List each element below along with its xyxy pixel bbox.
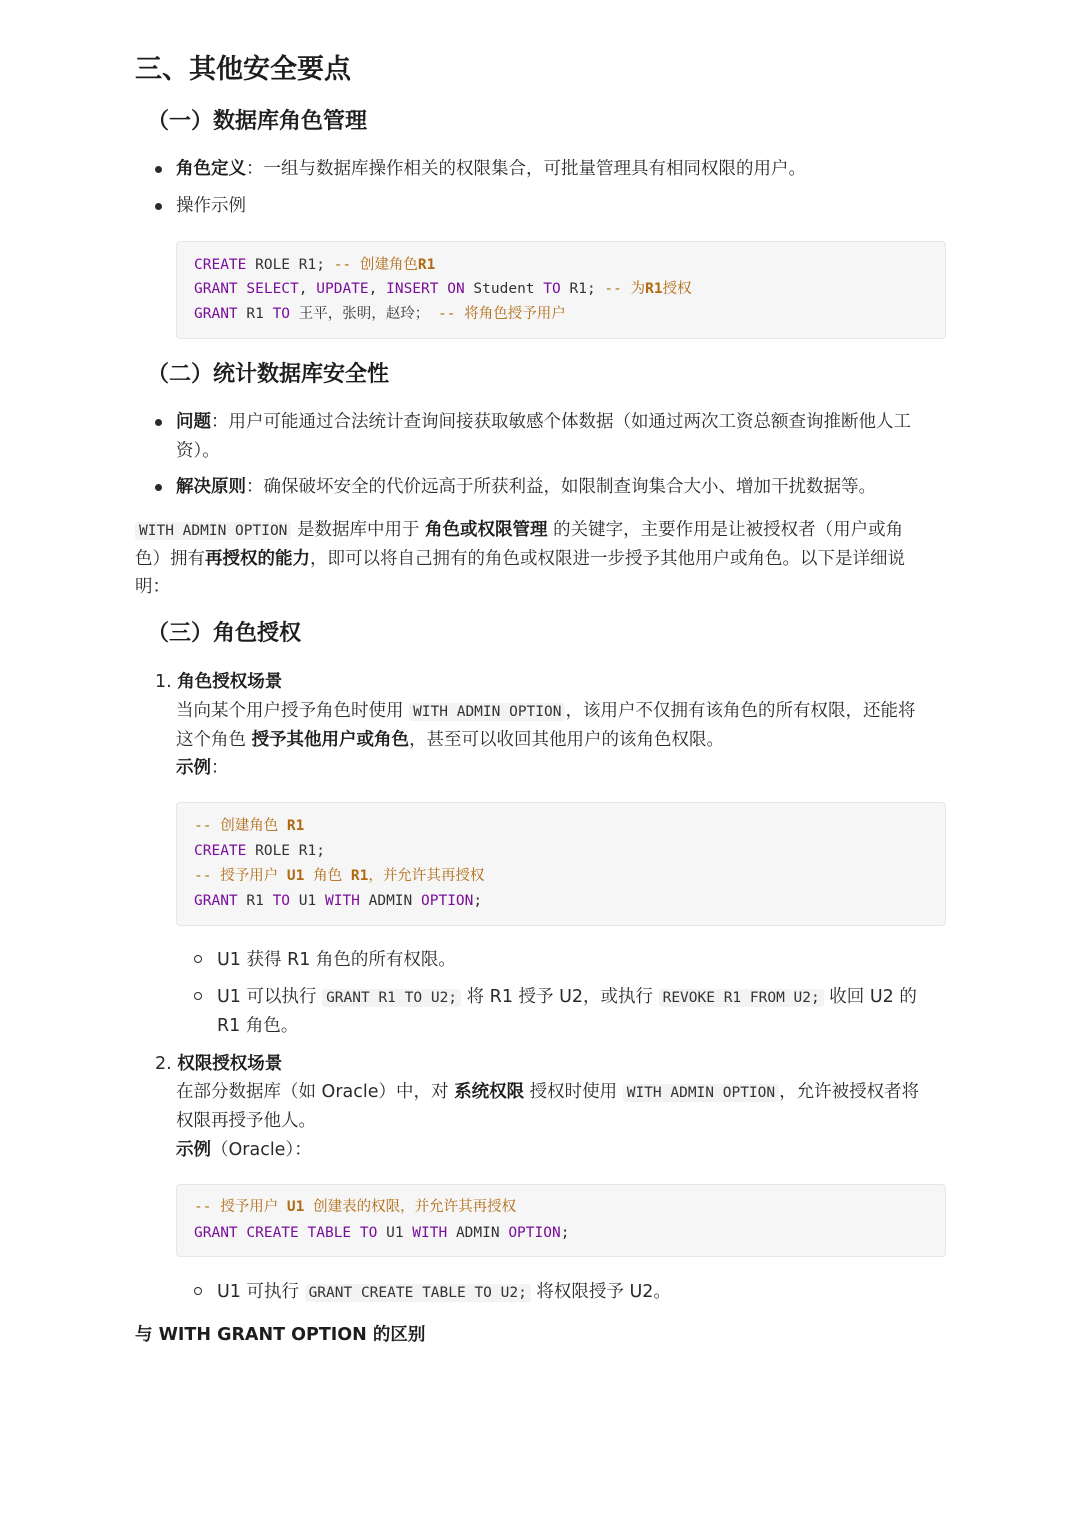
section-heading-statistical-security: （二）统计数据库安全性 [147,362,390,387]
code-line: -- 创建角色 R1 [194,818,305,834]
sub-bullet [194,1287,202,1295]
ordered-item-1-text: 这个角色 授予其他用户或角色，甚至可以收回其他用户的该角色权限。 [176,730,725,750]
example-label: 示例（Oracle）： [176,1140,312,1160]
example-label: 示例： [176,758,229,778]
code-line: CREATE ROLE R1; [194,843,325,859]
section-heading-role-grant: （三）角色授权 [147,621,302,646]
sub-list-item: U1 获得 R1 角色的所有权限。 [217,950,456,970]
subheading-with-grant-option: 与 WITH GRANT OPTION 的区别 [135,1325,426,1345]
sub-list-item: U1 可执行 GRANT CREATE TABLE TO U2; 将权限授予 U2。 [217,1282,671,1302]
bullet [155,484,162,491]
list-item-operation-example: 操作示例 [176,196,246,216]
ordered-item-2-text: 权限再授予他人。 [176,1111,316,1131]
sub-bullet [194,955,202,963]
paragraph-line: 明： [135,577,170,597]
list-item-role-definition: 角色定义：一组与数据库操作相关的权限集合，可批量管理具有相同权限的用户。 [176,159,806,179]
code-line: -- 授予用户 U1 创建表的权限，并允许其再授权 [194,1199,517,1215]
ordered-item-2-heading: 2. 权限授权场景 [155,1054,283,1074]
paragraph-line: 色）拥有再授权的能力，即可以将自己拥有的角色或权限进一步授予其他用户或角色。以下是详细说 [135,549,905,569]
bullet [155,419,162,426]
page-title: 三、其他安全要点 [135,54,351,85]
code-line: CREATE ROLE R1; -- 创建角色R1 [194,257,436,273]
ordered-item-2-text: 在部分数据库（如 Oracle）中，对 系统权限 授权时使用 WITH ADMIN OPTION ，允许被授权者将 [176,1082,920,1102]
ordered-item-1-text: 当向某个用户授予角色时使用 WITH ADMIN OPTION ，该用户不仅拥有该角色的所有权限，还能将 [176,701,916,721]
list-item-problem: 问题：用户可能通过合法统计查询间接获取敏感个体数据（如通过两次工资总额查询推断他人工 [176,412,911,432]
code-line: -- 授予用户 U1 角色 R1，并允许其再授权 [194,868,485,884]
bullet [155,166,162,173]
code-block-oracle-example [176,1184,946,1257]
sub-list-item: U1 可以执行 GRANT R1 TO U2; 将 R1 授予 U2，或执行 REVOKE R1 FROM U2; 收回 U2 的 [217,987,917,1007]
sub-bullet [194,992,202,1000]
code-block-role-example [176,241,946,339]
code-line: GRANT R1 TO U1 WITH ADMIN OPTION; [194,893,483,909]
sub-list-item-cont: R1 角色。 [217,1016,299,1036]
ordered-item-1-heading: 1. 角色授权场景 [155,672,283,692]
code-line: GRANT R1 TO 王平，张明，赵玲； -- 将角色授予用户 [194,306,566,322]
list-item-solution: 解决原则：确保破坏安全的代价远高于所获利益，如限制查询集合大小、增加干扰数据等。 [176,477,876,497]
code-line: GRANT CREATE TABLE TO U1 WITH ADMIN OPTION; [194,1225,570,1241]
paragraph-line: WITH ADMIN OPTION 是数据库中用于 角色或权限管理 的关键字，主要作用是让被授权者（用户或角 [135,516,903,546]
code-line: GRANT SELECT, UPDATE, INSERT ON Student TO R1; -- 为R1授权 [194,281,692,297]
list-item-problem-cont: 资）。 [176,441,220,461]
bullet [155,203,162,210]
code-block-role-admin-option [176,802,946,926]
section-heading-role-management: （一）数据库角色管理 [147,109,368,134]
